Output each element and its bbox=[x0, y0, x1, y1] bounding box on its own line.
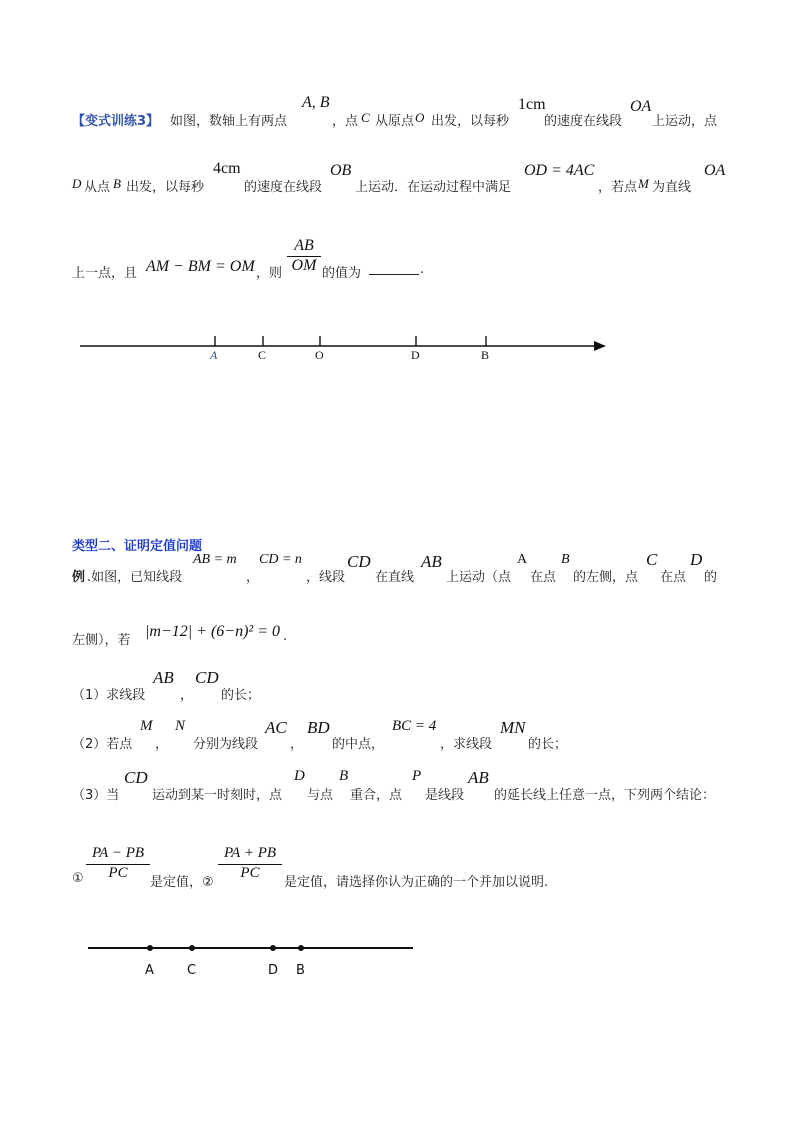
label-D: D bbox=[411, 348, 420, 362]
text: 的速度在线段 bbox=[244, 180, 323, 195]
number-line-1 bbox=[0, 325, 800, 370]
text: .如图，已知线段 bbox=[87, 570, 183, 585]
text: 与点 bbox=[307, 788, 334, 803]
section-title: 类型二、证明定值问题 bbox=[72, 539, 203, 554]
condition-equation: |m−12| + (6−n)² = 0 bbox=[145, 623, 280, 640]
math-A-B: A, B bbox=[302, 94, 330, 111]
variant-heading: 【变式训练3】 bbox=[72, 114, 160, 129]
math-BD: BD bbox=[307, 718, 330, 737]
point-P: P bbox=[412, 768, 422, 784]
point-D-dot bbox=[270, 945, 276, 951]
math-CD: CD bbox=[347, 552, 371, 571]
text: 在直线 bbox=[375, 570, 415, 585]
text: 从原点 bbox=[375, 114, 415, 129]
fraction-denominator: PC bbox=[86, 864, 150, 882]
fraction-numerator: PA + PB bbox=[223, 845, 277, 861]
label-O: O bbox=[315, 348, 324, 362]
point-A: A bbox=[517, 552, 528, 567]
math-OB: OB bbox=[330, 162, 352, 179]
math-OD-eq-4AC: OD = 4AC bbox=[524, 162, 595, 179]
math-BC-eq-4: BC = 4 bbox=[392, 718, 437, 734]
text: 上运动，点 bbox=[652, 114, 718, 129]
label-B: B bbox=[296, 963, 305, 978]
point-N: N bbox=[175, 718, 186, 734]
text: 出发，以每秒 bbox=[126, 180, 205, 195]
math-AM-BM-OM: AM − BM = OM bbox=[146, 258, 255, 275]
text: 在点 bbox=[660, 570, 687, 585]
text: 如图，数轴上有两点 bbox=[170, 114, 288, 129]
point-D: D bbox=[72, 176, 82, 191]
text: ， bbox=[246, 570, 260, 585]
text: 的长； bbox=[221, 688, 261, 703]
text: 是定值，请选择你认为正确的一个并加以说明. bbox=[284, 875, 549, 890]
math-CD: CD bbox=[124, 768, 148, 787]
math-AB: AB bbox=[153, 668, 174, 687]
fraction-AB-over-OM bbox=[287, 237, 321, 275]
math-CD-eq-n: CD = n bbox=[259, 552, 302, 567]
label-C: C bbox=[187, 963, 197, 978]
text: 在点 bbox=[530, 570, 557, 585]
text: 的速度在线段 bbox=[544, 114, 623, 129]
point-D: D bbox=[690, 550, 703, 569]
label-B: B bbox=[481, 348, 490, 362]
point-M: M bbox=[638, 176, 649, 191]
point-C: C bbox=[646, 550, 658, 569]
text: ， bbox=[155, 737, 169, 752]
number-line-2 bbox=[0, 935, 800, 985]
point-A-dot bbox=[147, 945, 153, 951]
math-AC: AC bbox=[265, 718, 287, 737]
math-OA-2: OA bbox=[704, 162, 726, 179]
text: . bbox=[420, 262, 425, 277]
text: 是线段 bbox=[425, 788, 465, 803]
text: 为直线 bbox=[652, 180, 692, 195]
point-B-dot bbox=[298, 945, 304, 951]
speed-1cm: 1cm bbox=[518, 96, 546, 113]
text: 出发，以每秒 bbox=[431, 114, 510, 129]
label-A: A bbox=[145, 963, 154, 978]
math-AB: AB bbox=[421, 552, 442, 571]
fraction-denominator: PC bbox=[218, 864, 282, 882]
math-OA: OA bbox=[630, 98, 652, 115]
q2-label: （2）若点 bbox=[72, 737, 133, 752]
arrow-head bbox=[594, 341, 606, 351]
speed-4cm: 4cm bbox=[213, 160, 241, 177]
math-AB-eq-m: AB = m bbox=[193, 552, 237, 567]
text: 重合，点 bbox=[350, 788, 403, 803]
label-D: D bbox=[268, 963, 279, 978]
text: 上运动．在运动过程中满足 bbox=[355, 180, 512, 195]
text: 运动到某一时刻时，点 bbox=[152, 788, 283, 803]
point-C-dot bbox=[189, 945, 195, 951]
point-B: B bbox=[339, 768, 349, 784]
text: 的中点， bbox=[332, 737, 385, 752]
text: 的 bbox=[704, 570, 718, 585]
point-D: D bbox=[294, 768, 305, 784]
point-B: B bbox=[113, 176, 121, 191]
text: 左侧），若 bbox=[72, 633, 131, 648]
q3-label: （3）当 bbox=[72, 788, 120, 803]
text: ，求线段 bbox=[440, 737, 493, 752]
fraction-numerator: AB bbox=[294, 237, 314, 254]
text: 的长； bbox=[528, 737, 568, 752]
text: 从点 bbox=[84, 180, 111, 195]
text: ，则 bbox=[256, 266, 283, 281]
text: 上一点，且 bbox=[72, 266, 138, 281]
point-M: M bbox=[140, 718, 153, 734]
example-label: 例 bbox=[72, 570, 86, 585]
label-A: A bbox=[210, 348, 218, 362]
text: ，点 bbox=[332, 114, 359, 129]
text: 的延长线上任意一点，下列两个结论： bbox=[494, 788, 716, 803]
text: 是定值，② bbox=[150, 875, 214, 890]
q1-label: （1）求线段 bbox=[72, 688, 146, 703]
text: ， bbox=[290, 737, 304, 752]
text: ， bbox=[180, 688, 194, 703]
text: ，线段 bbox=[306, 570, 346, 585]
label-C: C bbox=[258, 348, 267, 362]
text: . bbox=[283, 629, 288, 644]
math-CD: CD bbox=[195, 668, 219, 687]
text: 的值为 bbox=[322, 266, 362, 281]
fraction-PA-plus-PB-over-PC bbox=[218, 845, 282, 882]
text: ，若点 bbox=[598, 180, 638, 195]
text: 的左侧，点 bbox=[573, 570, 639, 585]
point-O: O bbox=[415, 110, 425, 125]
math-MN: MN bbox=[500, 718, 526, 737]
text: 上运动（点 bbox=[446, 570, 512, 585]
fraction-PA-minus-PB-over-PC bbox=[86, 845, 150, 882]
fraction-numerator: PA − PB bbox=[91, 845, 145, 861]
text: 分别为线段 bbox=[193, 737, 259, 752]
point-B: B bbox=[561, 552, 570, 567]
answer-blank bbox=[369, 262, 419, 275]
point-C: C bbox=[361, 110, 370, 125]
fraction-denominator: OM bbox=[287, 256, 321, 275]
circle-1: ① bbox=[72, 871, 84, 886]
math-AB: AB bbox=[468, 768, 489, 787]
